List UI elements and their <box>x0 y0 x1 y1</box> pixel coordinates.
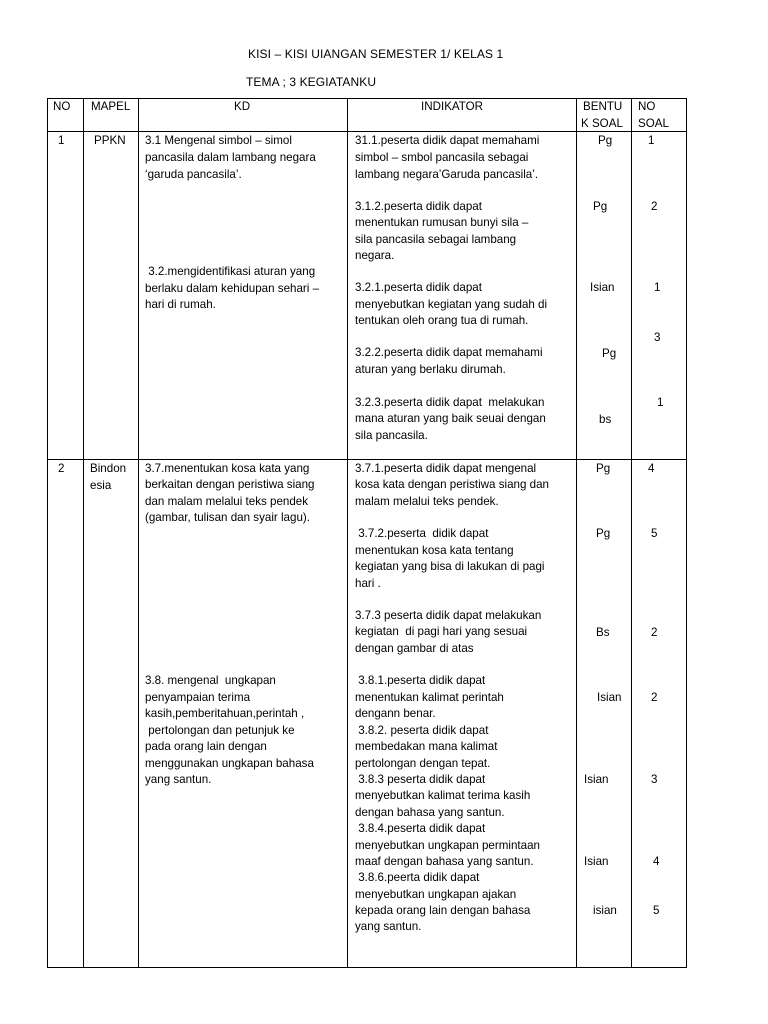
indikator-text: dengann benar. <box>355 707 436 720</box>
indikator-text: menentukan rumusan bunyi sila – <box>355 216 529 229</box>
indikator-text: 3.8.4.peserta didik dapat <box>355 822 486 835</box>
header-indikator: INDIKATOR <box>421 100 484 113</box>
kd-text: 3.8. mengenal ungkapan <box>145 674 276 687</box>
kd-text: kasih,pemberitahuan,perintah , <box>145 707 305 720</box>
kd-text: pada orang lain dengan <box>145 740 267 753</box>
indikator-text: dengan gambar di atas <box>355 642 474 655</box>
col-divider <box>347 98 348 968</box>
bentuk-soal-cell: bs <box>599 413 612 426</box>
indikator-text: 3.8.3 peserta didik dapat <box>355 773 486 786</box>
row-number: 1 <box>58 134 65 147</box>
bentuk-soal-cell: Pg <box>596 527 611 540</box>
bentuk-soal-cell: isian <box>593 904 617 917</box>
indikator-text: simbol – smbol pancasila sebagai <box>355 151 529 164</box>
col-divider <box>83 98 84 968</box>
header-bentuk-soal: BENTU <box>583 100 623 113</box>
row-number: 2 <box>58 462 65 475</box>
indikator-text: maaf dengan bahasa yang santun. <box>355 855 534 868</box>
indikator-text: membedakan mana kalimat <box>355 740 498 753</box>
kd-text: pancasila dalam lambang negara <box>145 151 316 164</box>
no-soal-cell: 3 <box>654 331 661 344</box>
row-divider <box>47 459 687 460</box>
header-no-soal: SOAL <box>638 117 669 130</box>
indikator-text: mana aturan yang baik seuai dengan <box>355 412 546 425</box>
no-soal-cell: 5 <box>651 527 658 540</box>
indikator-text: dengan bahasa yang santun. <box>355 806 505 819</box>
no-soal-cell: 1 <box>654 281 661 294</box>
bentuk-soal-cell: Pg <box>593 200 608 213</box>
no-soal-cell: 2 <box>651 691 658 704</box>
header-bentuk-soal: K SOAL <box>581 117 623 130</box>
no-soal-cell: 1 <box>657 396 664 409</box>
indikator-text: menyebutkan ungkapan permintaan <box>355 839 540 852</box>
indikator-text: 3.2.3.peserta didik dapat melakukan <box>355 396 545 409</box>
col-divider <box>631 98 632 968</box>
indikator-text: yang santun. <box>355 920 422 933</box>
document-title: KISI – KISI UIANGAN SEMESTER 1/ KELAS 1 <box>248 47 504 61</box>
bentuk-soal-cell: Isian <box>584 773 609 786</box>
kd-text: yang santun. <box>145 773 212 786</box>
indikator-text: negara. <box>355 249 395 262</box>
col-divider <box>138 98 139 968</box>
indikator-text: lambang negara’Garuda pancasila’. <box>355 168 539 181</box>
indikator-text: menyebutkan kalimat terima kasih <box>355 789 531 802</box>
kd-text: dan malam melalui teks pendek <box>145 495 309 508</box>
theme-title: TEMA ; 3 KEGIATANKU <box>246 75 377 89</box>
indikator-text: kosa kata dengan peristiwa siang dan <box>355 478 550 491</box>
no-soal-cell: 1 <box>648 134 655 147</box>
bentuk-soal-cell: Isian <box>590 281 615 294</box>
kd-text: pertolongan dan petunjuk ke <box>145 724 295 737</box>
indikator-text: pertolongan dengan tepat. <box>355 757 491 770</box>
kd-text: berkaitan dengan peristiwa siang <box>145 478 315 491</box>
indikator-text: 3.2.1.peserta didik dapat <box>355 281 482 294</box>
indikator-text: menentukan kosa kata tentang <box>355 544 514 557</box>
indikator-text: kegiatan di pagi hari yang sesuai <box>355 625 528 638</box>
bentuk-soal-cell: Isian <box>584 855 609 868</box>
header-mapel: MAPEL <box>91 100 131 113</box>
mapel-cell: esia <box>90 479 112 492</box>
no-soal-cell: 2 <box>651 200 658 213</box>
kd-text: menggunakan ungkapan bahasa <box>145 757 314 770</box>
indikator-text: 31.1.peserta didik dapat memahami <box>355 134 540 147</box>
header-no: NO <box>53 100 71 113</box>
no-soal-cell: 4 <box>653 855 660 868</box>
no-soal-cell: 5 <box>653 904 660 917</box>
indikator-text: kepada orang lain dengan bahasa <box>355 904 531 917</box>
indikator-text: kegiatan yang bisa di lakukan di pagi <box>355 560 545 573</box>
indikator-text: tentukan oleh orang tua di rumah. <box>355 314 529 327</box>
indikator-text: sila pancasila sebagai lambang <box>355 233 517 246</box>
bentuk-soal-cell: Pg <box>598 134 613 147</box>
col-divider <box>47 98 48 968</box>
indikator-text: 3.7.2.peserta didik dapat <box>355 527 489 540</box>
indikator-text: aturan yang berlaku dirumah. <box>355 363 506 376</box>
indikator-text: malam melalui teks pendek. <box>355 495 499 508</box>
kd-text: berlaku dalam kehidupan sehari – <box>145 282 320 295</box>
kd-text: ‘garuda pancasila’. <box>145 168 242 181</box>
indikator-text: hari . <box>355 577 381 590</box>
indikator-text: menyebutkan ungkapan ajakan <box>355 888 517 901</box>
bentuk-soal-cell: Pg <box>602 347 617 360</box>
kd-text: 3.2.mengidentifikasi aturan yang <box>145 265 316 278</box>
indikator-text: 3.2.2.peserta didik dapat memahami <box>355 346 543 359</box>
kd-text: 3.7.menentukan kosa kata yang <box>145 462 310 475</box>
indikator-text: menyebutkan kegiatan yang sudah di <box>355 298 548 311</box>
indikator-text: 3.1.2.peserta didik dapat <box>355 200 482 213</box>
indikator-text: 3.8.6.peerta didik dapat <box>355 871 480 884</box>
kd-text: hari di rumah. <box>145 298 216 311</box>
indikator-text: 3.7.3 peserta didik dapat melakukan <box>355 609 542 622</box>
indikator-text: 3.8.2. peserta didik dapat <box>355 724 489 737</box>
indikator-text: sila pancasila. <box>355 429 428 442</box>
table-border-bottom <box>47 967 687 968</box>
indikator-text: menentukan kalimat perintah <box>355 691 504 704</box>
mapel-cell: PPKN <box>94 134 126 147</box>
kd-text: 3.1 Mengenal simbol – simol <box>145 134 292 147</box>
kd-text: penyampaian terima <box>145 691 251 704</box>
bentuk-soal-cell: Pg <box>596 462 611 475</box>
no-soal-cell: 2 <box>651 626 658 639</box>
header-kd: KD <box>234 100 251 113</box>
indikator-text: 3.8.1.peserta didik dapat <box>355 674 486 687</box>
col-divider <box>686 98 687 968</box>
kd-text: (gambar, tulisan dan syair lagu). <box>145 511 310 524</box>
bentuk-soal-cell: Bs <box>596 626 610 639</box>
no-soal-cell: 4 <box>648 462 655 475</box>
indikator-text: 3.7.1.peserta didik dapat mengenal <box>355 462 537 475</box>
header-no-soal: NO <box>638 100 656 113</box>
mapel-cell: Bindon <box>90 462 127 475</box>
no-soal-cell: 3 <box>651 773 658 786</box>
bentuk-soal-cell: Isian <box>597 691 622 704</box>
col-divider <box>576 98 577 968</box>
